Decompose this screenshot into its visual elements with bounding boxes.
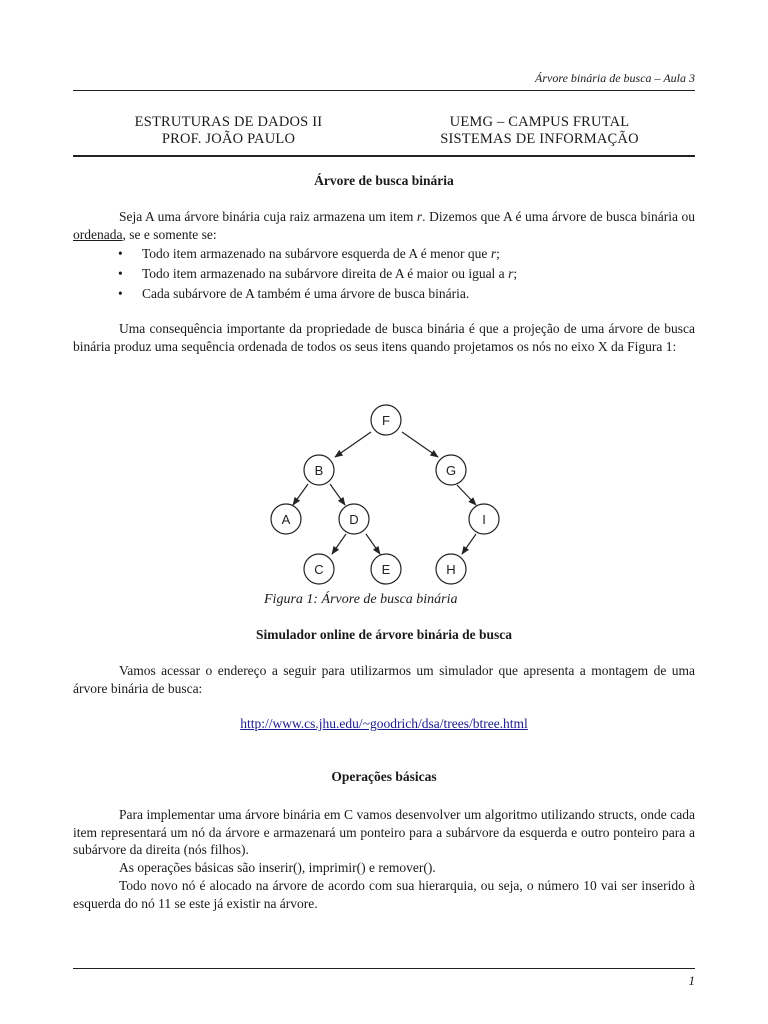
header-divider bbox=[73, 155, 695, 157]
node-label: G bbox=[445, 463, 457, 478]
list-item-text: Cada subárvore de A também é uma árvore de busca binária. bbox=[142, 286, 470, 301]
list-item-var: r bbox=[508, 266, 514, 281]
edge-d-c bbox=[332, 534, 346, 554]
edge-f-b bbox=[335, 432, 371, 457]
edge-b-a bbox=[293, 484, 308, 505]
edge-i-h bbox=[462, 534, 476, 554]
paragraph-implementation: Para implementar uma árvore binária em C vamos desenvolver um algoritmo utilizando structs, onde cada item representará um nó da árvore e armazenará um ponteiro para a subárvore da esquerda e outro ponteiro para a subárvore da direita (nós filhos). bbox=[73, 807, 695, 857]
underlined-term: ordenada bbox=[73, 226, 123, 242]
institution-name: UEMG – CAMPUS FRUTAL bbox=[449, 114, 630, 130]
bullet-icon: • bbox=[118, 286, 123, 301]
edge-b-d bbox=[330, 484, 345, 505]
footer-rule bbox=[73, 968, 695, 969]
paragraph-definition bbox=[73, 208, 695, 243]
paragraph-simulator: Vamos acessar o endereço a seguir para utilizarmos um simulador que apresenta a montagem de uma árvore binária de busca: bbox=[73, 663, 695, 696]
node-label: A bbox=[281, 512, 291, 527]
node-label: I bbox=[482, 512, 486, 527]
page-number: 1 bbox=[688, 973, 695, 988]
paragraph-operations: As operações básicas são inserir(), imprimir() e remover(). bbox=[119, 860, 436, 875]
node-label: C bbox=[314, 562, 324, 577]
node-label: H bbox=[446, 562, 456, 577]
section-title-simulator: Simulador online de árvore binária de busca bbox=[255, 627, 513, 642]
list-item-text: Todo item armazenado na subárvore esquerda de A é menor que bbox=[142, 246, 491, 261]
professor-name: PROF. JOÃO PAULO bbox=[161, 131, 296, 147]
section-title-operations: Operações básicas bbox=[331, 769, 437, 784]
list-item-end: ; bbox=[513, 266, 518, 281]
running-title: Árvore binária de busca – Aula 3 bbox=[535, 71, 695, 85]
edge-g-i bbox=[457, 485, 476, 505]
list-item-end: ; bbox=[496, 246, 500, 261]
binary-search-tree-figure bbox=[250, 395, 520, 590]
course-info bbox=[73, 114, 384, 148]
paragraph-projection: Uma consequência importante da propriedade de busca binária é que a projeção de uma árvore de busca binária produz uma sequência ordenada de todos os seus itens quando projetamos os nós no eixo X da Figura 1: bbox=[73, 321, 695, 354]
list-item-text: Todo item armazenado na subárvore direita de A é maior ou igual a bbox=[142, 266, 509, 281]
header-rule bbox=[73, 90, 695, 91]
bullet-icon: • bbox=[118, 266, 123, 281]
section-title-bst: Árvore de busca binária bbox=[314, 173, 454, 188]
edge-f-g bbox=[402, 432, 438, 457]
figure-caption: Figura 1: Árvore de busca binária bbox=[264, 592, 458, 607]
edge-d-e bbox=[366, 534, 380, 554]
node-label: E bbox=[381, 562, 391, 577]
node-label: D bbox=[349, 512, 359, 527]
definition-text-b: . Dizemos que A é uma árvore de busca binária ou bbox=[422, 209, 695, 224]
list-item-var: r bbox=[490, 246, 497, 261]
bullet-icon: • bbox=[118, 246, 123, 261]
institution-info bbox=[384, 114, 695, 148]
program-name: SISTEMAS DE INFORMAÇÃO bbox=[440, 131, 639, 147]
simulator-link[interactable]: http://www.cs.jhu.edu/~goodrich/dsa/trees/btree.html bbox=[240, 716, 528, 731]
paragraph-allocation: Todo novo nó é alocado na árvore de acordo com sua hierarquia, ou seja, o número 10 vai ser inserido à esquerda do nó 11 se este já existir na árvore. bbox=[73, 878, 695, 911]
definition-text-c: , se e somente se: bbox=[122, 226, 217, 242]
node-label: F bbox=[382, 413, 390, 428]
var-r: r bbox=[416, 209, 423, 224]
node-label: B bbox=[314, 463, 324, 478]
definition-text-a: Seja A uma árvore binária cuja raiz armazena um item bbox=[119, 209, 417, 224]
course-name: ESTRUTURAS DE DADOS II bbox=[134, 114, 323, 130]
